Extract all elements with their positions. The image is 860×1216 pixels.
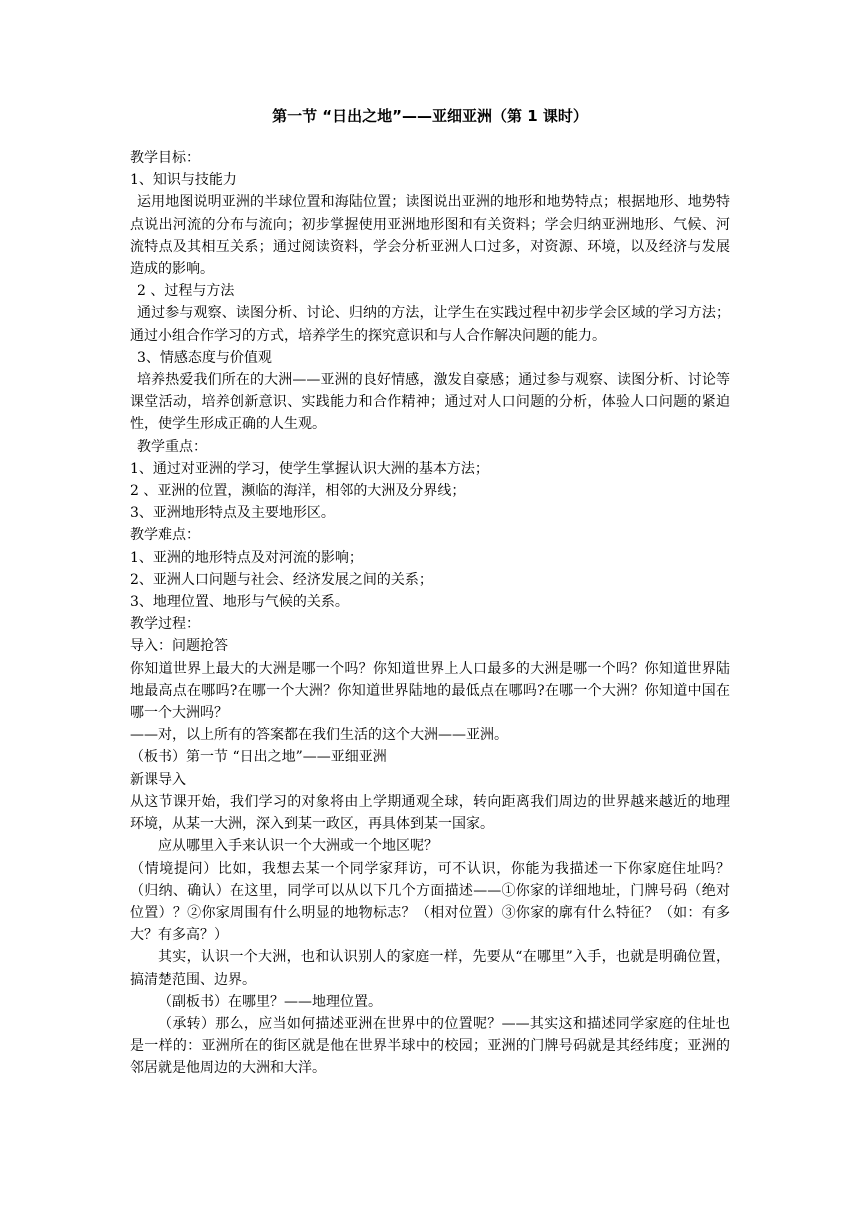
section-heading: 教学重点：	[137, 438, 207, 455]
body-paragraph: 你知道世界上最大的大洲是哪一个吗？你知道世界上人口最多的大洲是哪一个吗？你知道世界陆地最高点在哪吗?在哪一个大洲？你知道世界陆地的最低点在哪吗?在哪一个大洲？你知道中国在哪一个大洲吗？	[130, 660, 730, 722]
document-title: 第一节 “日出之地”——亚细亚洲（第 1 课时）	[272, 107, 588, 125]
document-body	[130, 147, 730, 1080]
subsection-heading: 2 、过程与方法	[137, 283, 235, 300]
list-item: 2、亚洲人口问题与社会、经济发展之间的关系；	[130, 571, 433, 588]
list-item: 2 、亚洲的位置，濒临的海洋，相邻的大洲及分界线；	[130, 483, 466, 500]
body-paragraph: 通过参与观察、读图分析、讨论、归纳的方法，让学生在实践过程中初步学会区域的学习方法；通过小组合作学习的方式，培养学生的探究意识和与人合作解决问题的能力。	[130, 305, 730, 344]
body-paragraph: 应从哪里入手来认识一个大洲或一个地区呢？	[158, 838, 438, 855]
blackboard-note: （副板书）在哪里？——地理位置。	[158, 993, 382, 1010]
body-paragraph: 其实，认识一个大洲，也和认识别人的家庭一样，先要从“在哪里”入手，也就是明确位置，搞清楚范围、边界。	[130, 949, 730, 988]
list-item: 1、通过对亚洲的学习，使学生掌握认识大洲的基本方法；	[130, 460, 489, 477]
section-heading: 教学目标：	[130, 150, 200, 166]
blackboard-note: （板书）第一节 “日出之地”——亚细亚洲	[130, 749, 387, 766]
subsection-heading: 新课导入	[130, 771, 186, 788]
subsection-heading: 3、情感态度与价值观	[137, 349, 272, 366]
list-item: 3、地理位置、地形与气候的关系。	[130, 594, 349, 611]
list-item: 3、亚洲地形特点及主要地形区。	[130, 505, 335, 522]
body-paragraph: （承转）那么，应当如何描述亚洲在世界中的位置呢？——其实这和描述同学家庭的住址也是一样的：亚洲所在的街区就是他在世界半球中的校园；亚洲的门牌号码就是其经纬度；亚洲的邻居就是他周边的大洲和大洋。	[130, 1015, 730, 1077]
section-heading: 教学难点：	[130, 527, 200, 544]
body-paragraph: 培养热爱我们所在的大洲——亚洲的良好情感，激发自豪感；通过参与观察、读图分析、讨论等课堂活动，培养创新意识、实践能力和合作精神；通过对人口问题的分析，体验人口问题的紧迫性，使学生形成正确的人生观。	[130, 372, 730, 433]
body-paragraph: 运用地图说明亚洲的半球位置和海陆位置；读图说出亚洲的地形和地势特点；根据地形、地势特点说出河流的分布与流向；初步掌握使用亚洲地形图和有关资料；学会归纳亚洲地形、气候、河流特点及其相互关系；通过阅读资料，学会分析亚洲人口过多，对资源、环境，以及经济与发展造成的影响。	[130, 194, 730, 278]
body-paragraph: 从这节课开始，我们学习的对象将由上学期通观全球，转向距离我们周边的世界越来越近的地理环境，从某一大洲，深入到某一政区，再具体到某一国家。	[130, 793, 730, 833]
body-paragraph: （情境提问）比如，我想去某一个同学家拜访，可不认识，你能为我描述一下你家庭住址吗？（归纳、确认）在这里，同学可以从以下几个方面描述——①你家的详细地址，门牌号码（绝对位置）？②你家周围有什么明显的地物标志？（相对位置）③你家的廓有什么特征？（如：有多大？有多高？）	[130, 860, 730, 944]
list-item: 1、亚洲的地形特点及对河流的影响；	[130, 549, 363, 566]
body-paragraph: ——对，以上所有的答案都在我们生活的这个大洲——亚洲。	[130, 727, 508, 744]
subsection-heading: 1、知识与技能力	[130, 172, 237, 189]
subsection-heading: 导入：问题抢答	[130, 638, 228, 655]
section-heading: 教学过程：	[130, 616, 200, 633]
